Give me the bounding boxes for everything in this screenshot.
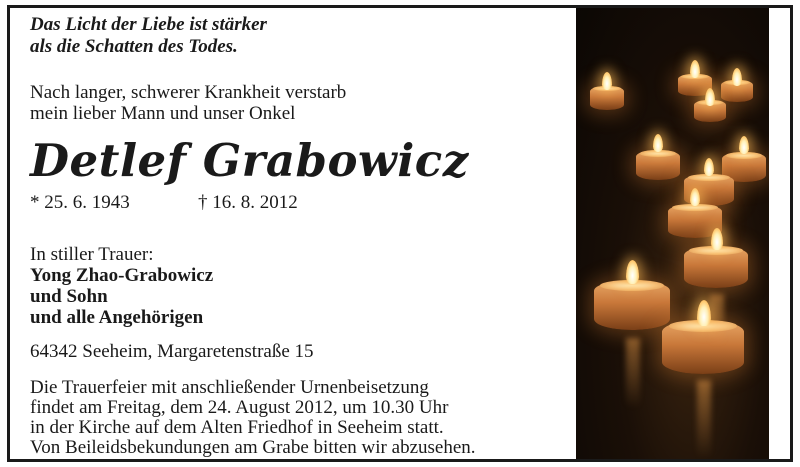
mourner-name: Yong Zhao-Grabowicz [30, 265, 214, 286]
obituary-text [30, 14, 570, 458]
flame-icon [690, 188, 700, 206]
intro-line-2: mein lieber Mann und unser Onkel [30, 103, 296, 124]
candle [594, 280, 670, 330]
obituary-frame [7, 5, 793, 462]
candle [662, 320, 744, 374]
flame-icon [602, 72, 612, 90]
birth-date: * 25. 6. 1943 [30, 192, 130, 213]
candles-photo-icon [576, 8, 769, 459]
flame-icon [690, 60, 700, 78]
notice-line-2: findet am Freitag, dem 24. August 2012, um 10.30 Uhr [30, 397, 449, 418]
candle [636, 150, 680, 180]
candle-reflection [697, 380, 711, 458]
death-date: † 16. 8. 2012 [198, 192, 298, 213]
mourner-son: und Sohn [30, 286, 108, 307]
photo-margin [769, 8, 793, 459]
address: 64342 Seeheim, Margaretenstraße 15 [30, 341, 314, 362]
candle-reflection [626, 338, 640, 408]
deceased-name: Detlef Grabowicz [30, 134, 469, 187]
flame-icon [626, 260, 639, 284]
flame-icon [732, 68, 742, 86]
life-dates [30, 192, 570, 214]
mourner-relatives: und alle Angehörigen [30, 307, 204, 328]
motto-line-1: Das Licht der Liebe ist stärker [30, 14, 267, 35]
mourners-label: In stiller Trauer: [30, 244, 154, 265]
candle [684, 246, 748, 288]
candle-reflection [710, 294, 724, 344]
flame-icon [653, 134, 663, 152]
motto-line-2: als die Schatten des Todes. [30, 36, 238, 57]
funeral-notice [30, 378, 570, 458]
flame-icon [705, 88, 715, 106]
flame-icon [704, 158, 714, 176]
notice-line-4: Von Beileidsbekundungen am Grabe bitten wir abzusehen. [30, 437, 476, 458]
notice-line-3: in der Kirche auf dem Alten Friedhof in Seeheim statt. [30, 417, 444, 438]
motto [30, 14, 570, 58]
flame-icon [697, 300, 711, 326]
flame-icon [739, 136, 749, 154]
intro-text [30, 82, 570, 124]
notice-line-1: Die Trauerfeier mit anschließender Urnenbeisetzung [30, 377, 429, 398]
intro-line-1: Nach langer, schwerer Krankheit verstarb [30, 82, 347, 103]
